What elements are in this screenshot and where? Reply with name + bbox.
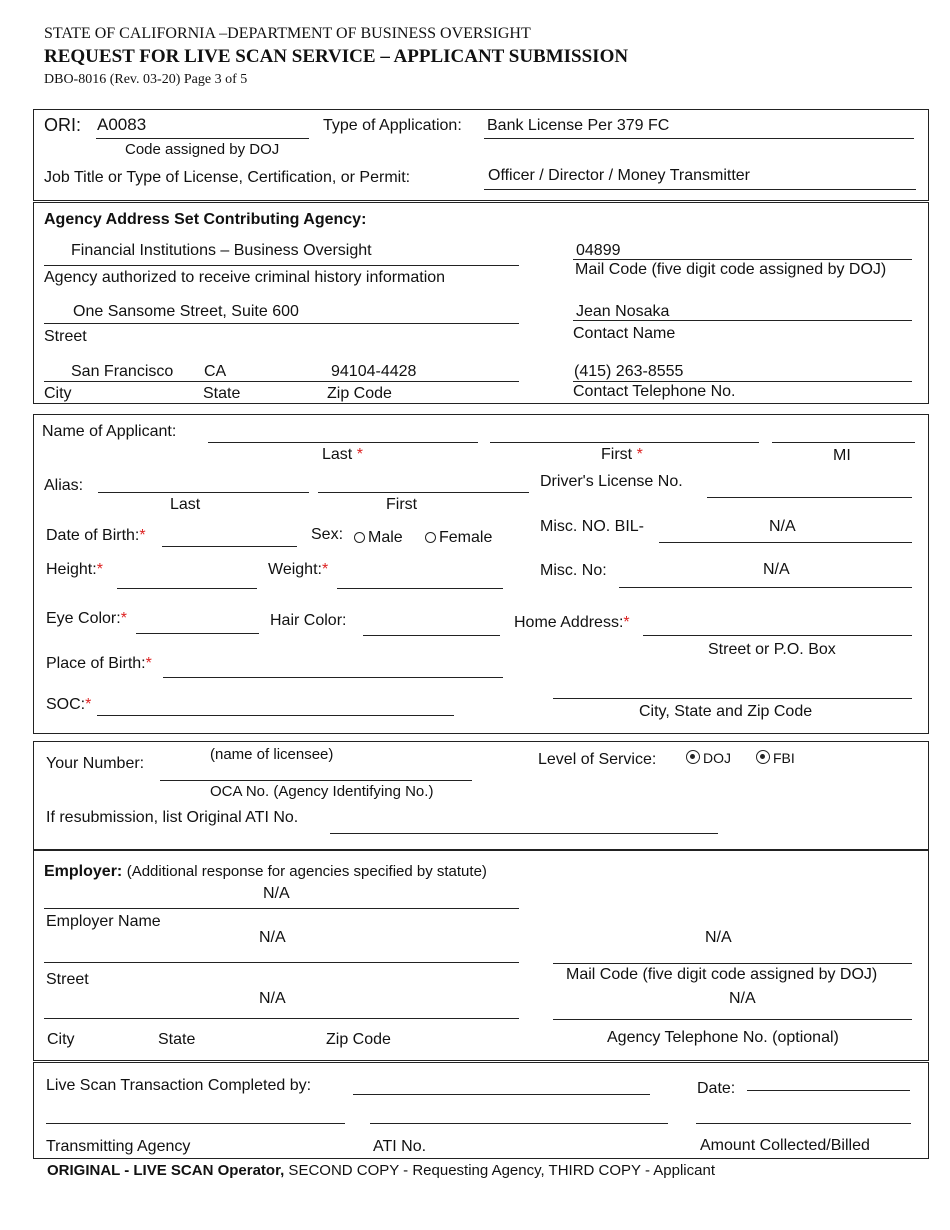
employer-heading: Employer: (Additional response for agencies specified by statute) xyxy=(44,863,487,880)
employer-state-caption: State xyxy=(158,1031,196,1048)
sex-female-option[interactable]: Female xyxy=(425,529,492,547)
dob-label: Date of Birth:* xyxy=(46,527,146,544)
hair-color-field[interactable] xyxy=(363,635,500,636)
employer-name-value[interactable]: N/A xyxy=(263,885,290,902)
completed-by-label: Live Scan Transaction Completed by: xyxy=(46,1077,312,1094)
agency-city-value[interactable]: San Francisco xyxy=(71,363,174,380)
drivers-license-label: Driver's License No. xyxy=(540,473,683,490)
employer-mail-code-caption: Mail Code (five digit code assigned by DOJ) xyxy=(566,966,878,983)
form-number: DBO-8016 (Rev. 03-20) Page 3 of 5 xyxy=(44,72,248,87)
last-caption: Last * xyxy=(322,446,363,463)
amount-field[interactable] xyxy=(696,1123,911,1124)
date-field[interactable] xyxy=(747,1090,910,1091)
contact-name-underline xyxy=(573,320,912,321)
your-number-label: Your Number: xyxy=(46,755,145,772)
misc-bil-label: Misc. NO. BIL- xyxy=(540,518,645,535)
agency-city-underline xyxy=(44,381,519,382)
soc-field[interactable] xyxy=(97,715,454,716)
amount-caption: Amount Collected/Billed xyxy=(700,1137,870,1154)
home-city-field[interactable] xyxy=(553,698,912,699)
resubmission-label: If resubmission, list Original ATI No. xyxy=(46,809,299,826)
doj-option[interactable]: DOJ xyxy=(686,750,731,766)
employer-phone-caption: Agency Telephone No. (optional) xyxy=(607,1029,839,1046)
completed-by-field[interactable] xyxy=(353,1094,650,1095)
employer-mail-code-value[interactable]: N/A xyxy=(705,929,732,946)
ori-value[interactable]: A0083 xyxy=(97,115,147,134)
contact-name-value[interactable]: Jean Nosaka xyxy=(576,303,670,320)
home-street-field[interactable] xyxy=(643,635,912,636)
ori-underline xyxy=(96,138,309,139)
agency-zip-caption: Zip Code xyxy=(327,385,392,402)
applicant-name-label: Name of Applicant: xyxy=(42,423,177,440)
pob-field[interactable] xyxy=(163,677,503,678)
eye-color-label: Eye Color:* xyxy=(46,610,127,627)
sex-male-option[interactable]: Male xyxy=(354,529,403,547)
type-label: Type of Application: xyxy=(323,117,462,134)
agency-street-value[interactable]: One Sansome Street, Suite 600 xyxy=(73,303,299,320)
employer-city-value[interactable]: N/A xyxy=(259,990,286,1007)
agency-name-caption: Agency authorized to receive criminal history information xyxy=(44,269,446,286)
misc-bil-value[interactable]: N/A xyxy=(769,518,796,535)
mail-code-caption: Mail Code (five digit code assigned by DOJ) xyxy=(575,261,887,278)
licensee-note: (name of licensee) xyxy=(210,746,334,763)
contact-phone-value[interactable]: (415) 263-8555 xyxy=(574,363,684,380)
employer-mail-code-underline xyxy=(553,963,912,964)
pob-label: Place of Birth:* xyxy=(46,655,152,672)
department-heading: STATE OF CALIFORNIA –DEPARTMENT OF BUSINESS OVERSIGHT xyxy=(44,25,531,42)
weight-field[interactable] xyxy=(337,588,503,589)
agency-name-underline xyxy=(44,265,519,266)
alias-first-caption: First xyxy=(386,496,418,513)
hair-color-label: Hair Color: xyxy=(270,612,347,629)
alias-label: Alias: xyxy=(44,477,84,494)
type-underline xyxy=(484,138,914,139)
ati-field[interactable] xyxy=(370,1123,668,1124)
agency-street-caption: Street xyxy=(44,328,87,345)
ori-label: ORI: xyxy=(44,115,82,135)
height-label: Height:* xyxy=(46,561,103,578)
home-street-caption: Street or P.O. Box xyxy=(708,641,836,658)
alias-last-field[interactable] xyxy=(98,492,309,493)
mail-code-value[interactable]: 04899 xyxy=(576,242,621,259)
employer-name-underline xyxy=(44,908,519,909)
contact-name-caption: Contact Name xyxy=(573,325,676,342)
agency-state-caption: State xyxy=(203,385,241,402)
form-title: REQUEST FOR LIVE SCAN SERVICE – APPLICANT SUBMISSION xyxy=(44,46,629,67)
employer-city-caption: City xyxy=(47,1031,75,1048)
employer-city-underline xyxy=(44,1018,519,1019)
job-value[interactable]: Officer / Director / Money Transmitter xyxy=(488,167,750,184)
radio-selected-icon xyxy=(756,750,770,764)
job-underline xyxy=(484,189,916,190)
alias-last-caption: Last xyxy=(170,496,201,513)
type-value[interactable]: Bank License Per 379 FC xyxy=(487,117,670,134)
last-name-field[interactable] xyxy=(208,442,478,443)
ori-caption: Code assigned by DOJ xyxy=(125,141,280,158)
mi-field[interactable] xyxy=(772,442,915,443)
transmitting-agency-field[interactable] xyxy=(46,1123,345,1124)
ati-caption: ATI No. xyxy=(373,1138,427,1155)
weight-label: Weight:* xyxy=(268,561,329,578)
radio-icon xyxy=(354,532,365,543)
misc-label: Misc. No: xyxy=(540,562,607,579)
dob-field[interactable] xyxy=(162,546,297,547)
employer-street-value[interactable]: N/A xyxy=(259,929,286,946)
soc-label: SOC:* xyxy=(46,696,92,713)
radio-icon xyxy=(425,532,436,543)
agency-name-value[interactable]: Financial Institutions – Business Oversight xyxy=(71,242,372,259)
employer-street-underline xyxy=(44,962,519,963)
height-field[interactable] xyxy=(117,588,257,589)
contact-phone-caption: Contact Telephone No. xyxy=(573,383,736,400)
home-city-caption: City, State and Zip Code xyxy=(639,703,813,720)
sex-label: Sex: xyxy=(311,526,344,543)
radio-selected-icon xyxy=(686,750,700,764)
contact-phone-underline xyxy=(573,381,912,382)
mail-code-underline xyxy=(573,259,912,260)
transmitting-agency-caption: Transmitting Agency xyxy=(46,1138,191,1155)
agency-state-value[interactable]: CA xyxy=(204,363,227,380)
employer-street-caption: Street xyxy=(46,971,89,988)
agency-street-underline xyxy=(44,323,519,324)
misc-underline xyxy=(619,587,912,588)
agency-heading: Agency Address Set Contributing Agency: xyxy=(44,211,367,228)
home-address-label: Home Address:* xyxy=(514,614,630,631)
misc-value[interactable]: N/A xyxy=(763,561,790,578)
date-label: Date: xyxy=(697,1080,736,1097)
alias-first-field[interactable] xyxy=(318,492,529,493)
eye-color-field[interactable] xyxy=(136,633,259,634)
agency-city-caption: City xyxy=(44,385,72,402)
first-name-field[interactable] xyxy=(490,442,759,443)
first-caption: First * xyxy=(601,446,643,463)
oca-caption: OCA No. (Agency Identifying No.) xyxy=(210,783,434,800)
copy-distribution-footer: ORIGINAL - LIVE SCAN Operator, SECOND COPY - Requesting Agency, THIRD COPY - Applicant xyxy=(47,1162,715,1179)
employer-phone-underline xyxy=(553,1019,912,1020)
applicant-section xyxy=(33,414,929,734)
employer-name-caption: Employer Name xyxy=(46,913,161,930)
original-ati-field[interactable] xyxy=(330,833,718,834)
fbi-option[interactable]: FBI xyxy=(756,750,795,766)
employer-phone-value[interactable]: N/A xyxy=(729,990,756,1007)
mi-caption: MI xyxy=(833,447,851,464)
employer-zip-caption: Zip Code xyxy=(326,1031,391,1048)
drivers-license-field[interactable] xyxy=(707,497,912,498)
level-of-service-label: Level of Service: xyxy=(538,751,657,768)
job-label: Job Title or Type of License, Certification, or Permit: xyxy=(44,169,411,186)
agency-zip-value[interactable]: 94104-4428 xyxy=(331,363,417,380)
misc-bil-underline xyxy=(659,542,912,543)
your-number-field[interactable] xyxy=(160,780,472,781)
